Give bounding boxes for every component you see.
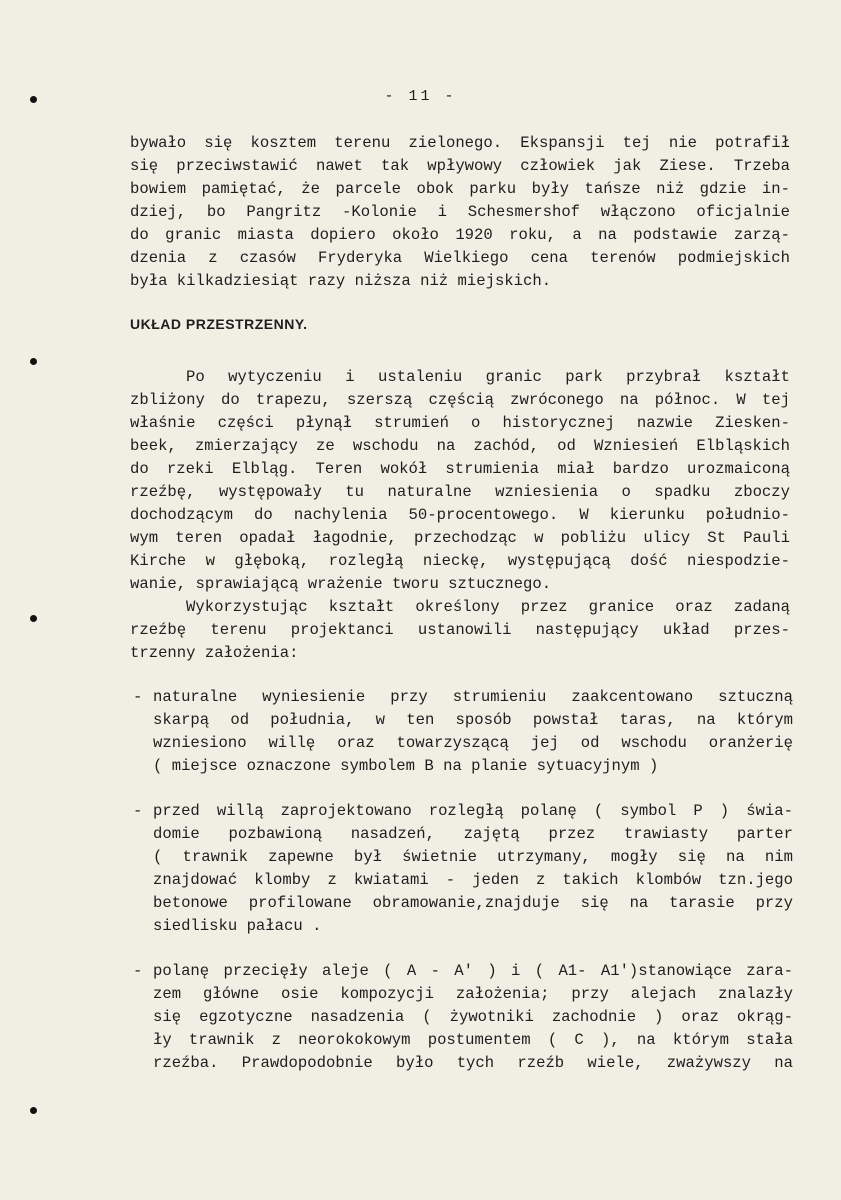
text-line: wym teren opadał łagodnie, przechodząc w pobliżu ulicy St Pauli (130, 529, 790, 547)
bullet-item-2 (153, 800, 793, 938)
text-line: dziej, bo Pangritz -Kolonie i Schesmershof włączono oficjalnie (130, 203, 790, 221)
text-line: Wykorzystując kształt określony przez granice oraz zadaną (186, 598, 790, 616)
text-line: dzenia z czasów Fryderyka Wielkiego cena terenów podmiejskich (130, 249, 790, 267)
text-line: była kilkadziesiąt razy niższa niż miejskich. (130, 272, 552, 290)
text-line: bowiem pamiętać, że parcele obok parku były tańsze niż gdzie in- (130, 180, 790, 198)
text-line: beek, zmierzający ze wschodu na zachód, od Wzniesień Elbląskich (130, 437, 790, 455)
text-line: znajdować klomby z kwiatami - jeden z takich klombów tzn.jego (153, 871, 793, 889)
text-line: Kirche w głęboką, rozległą nieckę, występującą dość niespodzie- (130, 552, 790, 570)
paragraph-3 (130, 596, 790, 665)
text-line: zem główne osie kompozycji założenia; przy alejach znalazły (153, 985, 793, 1003)
page-number: - 11 - (384, 88, 457, 105)
text-line: ( trawnik zapewne był świetnie utrzymany, mogły się na nim (153, 848, 793, 866)
text-line: siedlisku pałacu . (153, 917, 322, 935)
text-line: dochodzącym do nachylenia 50-procentowego. W kierunku południo- (130, 506, 790, 524)
text-line: zbliżony do trapezu, szerszą częścią zwróconego na północ. W tej (130, 391, 790, 409)
text-line: rzeźbę, występowały tu naturalne wzniesienia o spadku zboczy (130, 483, 790, 501)
bullet-dash: - (133, 802, 143, 820)
text-line: naturalne wyniesienie przy strumieniu zaakcentowano sztuczną (153, 688, 793, 706)
bullet-item-1 (153, 686, 793, 778)
bullet-dash: - (133, 962, 143, 980)
text-line: do rzeki Elbląg. Teren wokół strumienia miał bardzo urozmaiconą (130, 460, 790, 478)
text-line: skarpą od południa, w ten sposób powstał taras, na którym (153, 711, 793, 729)
bullet-item-3 (153, 960, 793, 1075)
text-line: polanę przecięły aleje ( A - A' ) i ( A1- A1')stanowiące zara- (153, 962, 793, 980)
text-line: do granic miasta dopiero około 1920 roku, a na podstawie zarzą- (130, 226, 790, 244)
text-line: bywało się kosztem terenu zielonego. Ekspansji tej nie potrafił (130, 134, 790, 152)
punch-hole-mark (30, 1107, 37, 1114)
bullet-dash: - (133, 688, 143, 706)
text-line: wanie, sprawiającą wrażenie tworu sztucznego. (130, 575, 552, 593)
text-line: rzeźbę terenu projektanci ustanowili następujący układ przes- (130, 621, 790, 639)
text-line: ły trawnik z neorokokowym postumentem ( C ), na którym stała (153, 1031, 793, 1049)
text-line: ( miejsce oznaczone symbolem B na planie sytuacyjnym ) (153, 757, 659, 775)
text-line: się egzotyczne nasadzenia ( żywotniki zachodnie ) oraz okrąg- (153, 1008, 793, 1026)
punch-hole-mark (30, 615, 37, 622)
punch-hole-mark (30, 358, 37, 365)
text-line: przed willą zaprojektowano rozległą polanę ( symbol P ) świa- (153, 802, 793, 820)
paragraph-1 (130, 132, 790, 293)
text-line: właśnie części płynął strumień o historycznej nazwie Ziesken- (130, 414, 790, 432)
text-line: się przeciwstawić nawet tak wpływowy człowiek jak Ziese. Trzeba (130, 157, 790, 175)
text-line: trzenny założenia: (130, 644, 299, 662)
section-heading: UKŁAD PRZESTRZENNY. (130, 316, 308, 332)
text-line: betonowe profilowane obramowanie,znajduje się na tarasie przy (153, 894, 793, 912)
text-line: domie pozbawioną nasadzeń, zajętą przez trawiasty parter (153, 825, 793, 843)
text-line: rzeźba. Prawdopodobnie było tych rzeźb wiele, zważywszy na (153, 1054, 793, 1072)
text-line: wzniesiono willę oraz towarzyszącą jej od wschodu oranżerię (153, 734, 793, 752)
text-line: Po wytyczeniu i ustaleniu granic park przybrał kształt (186, 368, 790, 386)
paragraph-2 (130, 366, 790, 596)
